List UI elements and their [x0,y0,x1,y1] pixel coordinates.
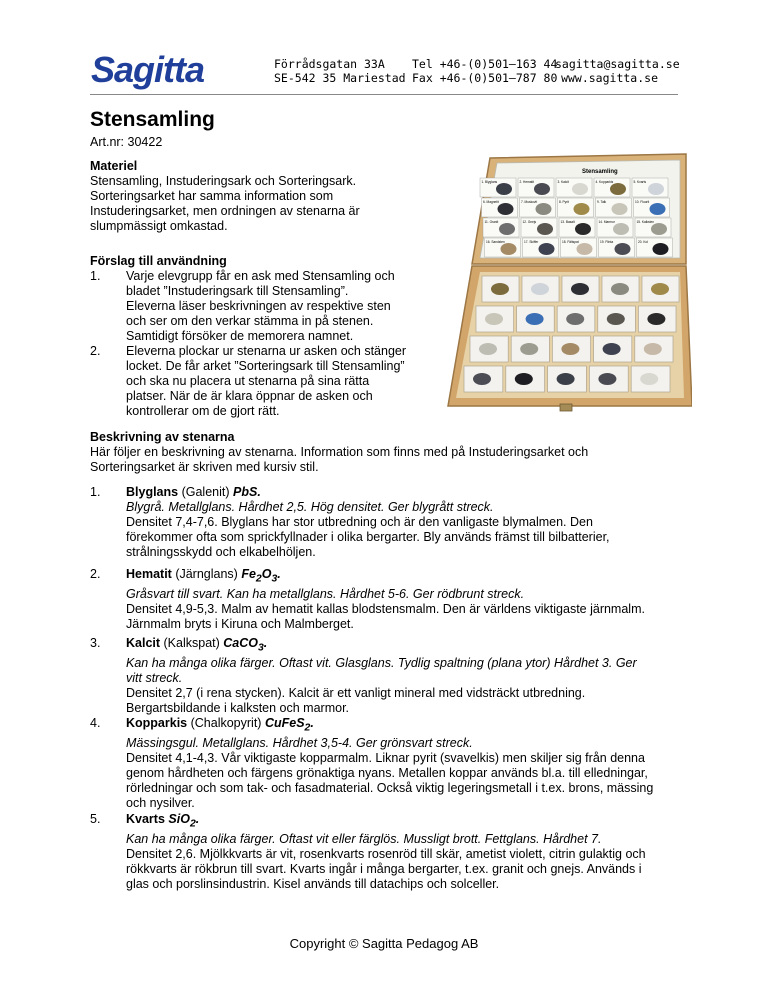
materiel-line: slumpmässigt omkastad. [90,219,228,233]
sheet-cell-label: 18. Fältspat [562,240,579,244]
stone-name: Blyglans [126,485,179,499]
rock-image [572,183,588,195]
stone-number: 2. [90,567,101,581]
sheet-cell-label: 4. Kopparkis [595,180,614,184]
sheet-cell-label: 15. Kalksten [636,220,655,224]
rock-sample [531,283,549,295]
stone-formula: CuFeS$_2$. [264,716,314,734]
stone-name: Kalcit [126,636,161,650]
sheet-cell-label: 10. Fluorit [635,200,650,204]
sagitta-logo: Sagitta [91,49,205,90]
rock-image [536,203,552,215]
sheet-cell-label: 1. Blyglans [481,180,498,184]
rock-image [612,203,628,215]
stone-alt-name: (Galenit) [178,485,233,499]
step-number: 1. [90,269,101,283]
stone-summary: Kan ha många olika färger. Oftast vit eller färglös. Mussligt brott. Fettglans. Hårdhet 7. [126,831,602,846]
stone-name: Hematit [126,567,172,581]
usage-heading: Förslag till användning [90,254,227,268]
sheet-cell-label: 12. Gnejs [522,220,537,224]
stone-summary: Blygrå. Metallglans. Hårdhet 2,5. Hög densitet. Ger blygrått streck. [126,500,494,514]
rock-image [534,183,550,195]
page-title: Stensamling [90,108,215,131]
sheet-cell-label: 16. Sandsten [486,240,505,244]
header-phone [412,57,557,85]
stone-text: Densitet 2,7 (i rena stycken). Kalcit är ett vanligt mineral med vidsträckt utbredning. [126,685,586,700]
rock-image [575,223,591,235]
header-contact [555,57,680,85]
stone-entry [90,485,660,560]
sheet-title: Stensamling [582,169,618,175]
rock-sample [520,343,538,355]
stone-number: 5. [90,812,101,826]
rock-image [498,203,514,215]
rock-image [574,203,590,215]
stone-title [126,567,660,587]
rock-sample [640,373,658,385]
stone-text: Bergartsbildande i kalksten och marmor. [126,700,350,715]
rock-sample [644,343,662,355]
sheet-cell-label: 7. Muskovit [521,200,538,204]
rock-image [613,223,629,235]
sheet-cell-label: 5. Kvarts [633,180,647,184]
description-section [90,430,680,475]
rock-sample [485,313,503,325]
rock-sample [607,313,625,325]
rock-sample [571,283,589,295]
stone-text: förekommer ofta som sprickfyllnader i olika bergarter. Bly används främst till bilbatterier, [126,530,610,544]
sheet-cell-label: 8. Pyrit [559,200,569,204]
stone-summary: Kan ha många olika färger. Oftast vit. Glasglans. Tydlig spaltning (plana ytor) Hårdhet 3. Ger [126,655,637,670]
stone-formula: PbS [233,485,258,499]
rock-sample [647,313,665,325]
description-intro: Sorteringsarket är skriven med kursiv stil. [90,460,319,474]
article-number: Art.nr: 30422 [90,135,163,149]
usage-section [90,254,430,419]
stone-entry [90,636,660,716]
stone-summary: vitt streck. [126,670,183,685]
rock-sample [473,373,491,385]
header-divider [90,94,678,95]
stone-number: 4. [90,716,101,730]
rock-image [615,243,631,255]
step-line: Varje elevgrupp får en ask med Stensamling och [126,269,395,283]
rock-image [499,223,515,235]
stone-entry [90,716,660,811]
rock-image [539,243,555,255]
address-line-2: SE-542 35 Mariestad [274,71,406,85]
description-intro: Här följer en beskrivning av stenarna. Information som finns med på Instuderingsarket och [90,445,589,459]
rock-image [577,243,593,255]
sheet-cell-label: 2. Hematit [519,180,535,184]
step-line: Eleverna läser beskrivningen av respektive sten [126,299,391,313]
stone-alt-name: (Chalkopyrit) [187,716,265,730]
stone-text: och nysilver. [126,795,195,810]
rock-image [537,223,553,235]
rock-image [501,243,517,255]
stone-title [126,812,660,832]
header-address [274,57,406,85]
rock-sample [566,313,584,325]
rock-image [648,183,664,195]
stone-summary: Gråsvart till svart. Kan ha metallglans. Hårdhet 5-6. Ger rödbrunt streck. [126,586,525,601]
rock-sample [561,343,579,355]
step-line: locket. De får arket ”Sorteringsark till Stensamling” [126,359,405,373]
step-line: och ska nu placera ut stenarna på sina rätta [126,374,370,388]
stone-number: 3. [90,636,101,650]
stone-text: strålningsskydd och elkabelhöljen. [126,545,316,559]
stone-number: 1. [90,485,101,499]
stone-summary: Mässingsgul. Metallglans. Hårdhet 3,5-4. Ger grönsvart streck. [126,735,473,750]
stone-name: Kopparkis [126,716,188,730]
step-line: bladet ”Instuderingsark till Stensamling”. [126,284,349,298]
rock-sample [611,283,629,295]
stone-title [126,636,660,656]
rock-image [610,183,626,195]
sheet-cell-label: 19. Flinta [600,240,614,244]
step-line: Eleverna plockar ur stenarna ur asken och stänger [126,344,407,358]
rock-collection-photo [442,152,692,414]
materiel-line: Instuderingsarket, men ordningen av stenarna är [90,204,360,218]
rock-image [653,243,669,255]
usage-step [90,344,430,419]
sheet-cell-label: 11. Granit [484,220,499,224]
stone-formula: $Fe_2O_3$. [241,567,281,585]
stone-text: Densitet 7,4-7,6. Blyglans har stor utbredning och är den vanligaste blymalmen. Den [126,515,593,529]
usage-step [90,269,430,344]
rock-sample [603,343,621,355]
formula-end: . [257,485,261,499]
stone-text: rökkvarts är rökbrun till svart. Kvarts ingår i många bergarter, t.ex. granit och gnejs. Används i [126,861,642,876]
rock-sample [598,373,616,385]
sheet-cell-label: 17. Skiffer [524,240,539,244]
stone-alt-name: (Järnglans) [171,567,242,581]
materiel-heading: Materiel [90,159,138,173]
rock-image [650,203,666,215]
sheet-cell-label: 14. Marmor [598,220,615,224]
stone-title [126,485,660,500]
copyright-footer: Copyright © Sagitta Pedagog AB [289,936,479,951]
stone-entry [90,567,660,632]
stone-entry [90,812,660,892]
rock-sample [651,283,669,295]
step-line: och ser om den verkar stämma in på stenen. [126,314,374,328]
website-text: www.sagitta.se [561,71,658,85]
rock-sample [479,343,497,355]
fax-line: Fax +46-(0)501–787 80 [412,71,558,85]
description-heading: Beskrivning av stenarna [90,430,235,444]
rock-image [651,223,667,235]
sheet-cell-label: 3. Kalcit [557,180,569,184]
stone-text: Densitet 4,9-5,3. Malm av hematit kallas blodstensmalm. Den är världens viktigaste järnmalm. [126,601,645,616]
materiel-section [90,159,430,234]
stone-text: Densitet 2,6. Mjölkkvarts är vit, rosenkvarts rosenröd till skär, ametist violett, citrin gulaktig och [126,846,646,861]
stone-text: rörledningar och som tak- och fasadmaterial. Också viktig legeringsmetall i t.ex. brons, mässing [126,780,654,795]
stone-formula: CaCO$_3$. [223,636,268,654]
address-line-1: Förrådsgatan 33A [274,57,385,71]
rock-sample [491,283,509,295]
stone-text: Järnmalm bryts i Kiruna och Malmberget. [126,616,354,631]
sheet-grid [480,169,673,257]
phone-line: Tel +46-(0)501–163 44 [412,57,558,71]
sheet-cell-label: 20. Kol [638,240,648,244]
email-text: sagitta@sagitta.se [555,57,680,71]
step-number: 2. [90,344,101,358]
step-line: platser. När de är klara öppnar de asken och [126,389,373,403]
step-line: Samtidigt försöker de memorera namnet. [126,329,354,343]
rock-sample [515,373,533,385]
sheet-cell-label: 9. Talk [597,200,607,204]
box-clasp [560,404,572,411]
rock-sample [526,313,544,325]
stone-formula: SiO$_2$. [168,812,200,830]
materiel-line: Sorteringsarket har samma information som [90,189,334,203]
stone-text: glas och porslinsindustrin. Kisel används till datachips och solceller. [126,876,500,891]
materiel-line: Stensamling, Instuderingsark och Sorteringsark. [90,174,357,188]
stone-name: Kvarts [126,812,165,826]
sheet-cell-label: 6. Magnetit [483,200,499,204]
stone-text: genom hårdheten och färgens grönaktiga nyans. Metallen koppar används bl.a. till elledningar, [126,765,648,780]
stone-text: Densitet 4,1-4,3. Vår viktigaste kopparmalm. Liknar pyrit (svavelkis) men skiljer sig från denna [126,750,645,765]
sheet-cell-label: 13. Basalt [560,220,575,224]
stone-alt-name: (Kalkspat) [160,636,224,650]
stone-title [126,716,660,736]
rock-image [496,183,512,195]
step-line: kontrollerar om de gjort rätt. [126,404,280,418]
rock-sample [557,373,575,385]
